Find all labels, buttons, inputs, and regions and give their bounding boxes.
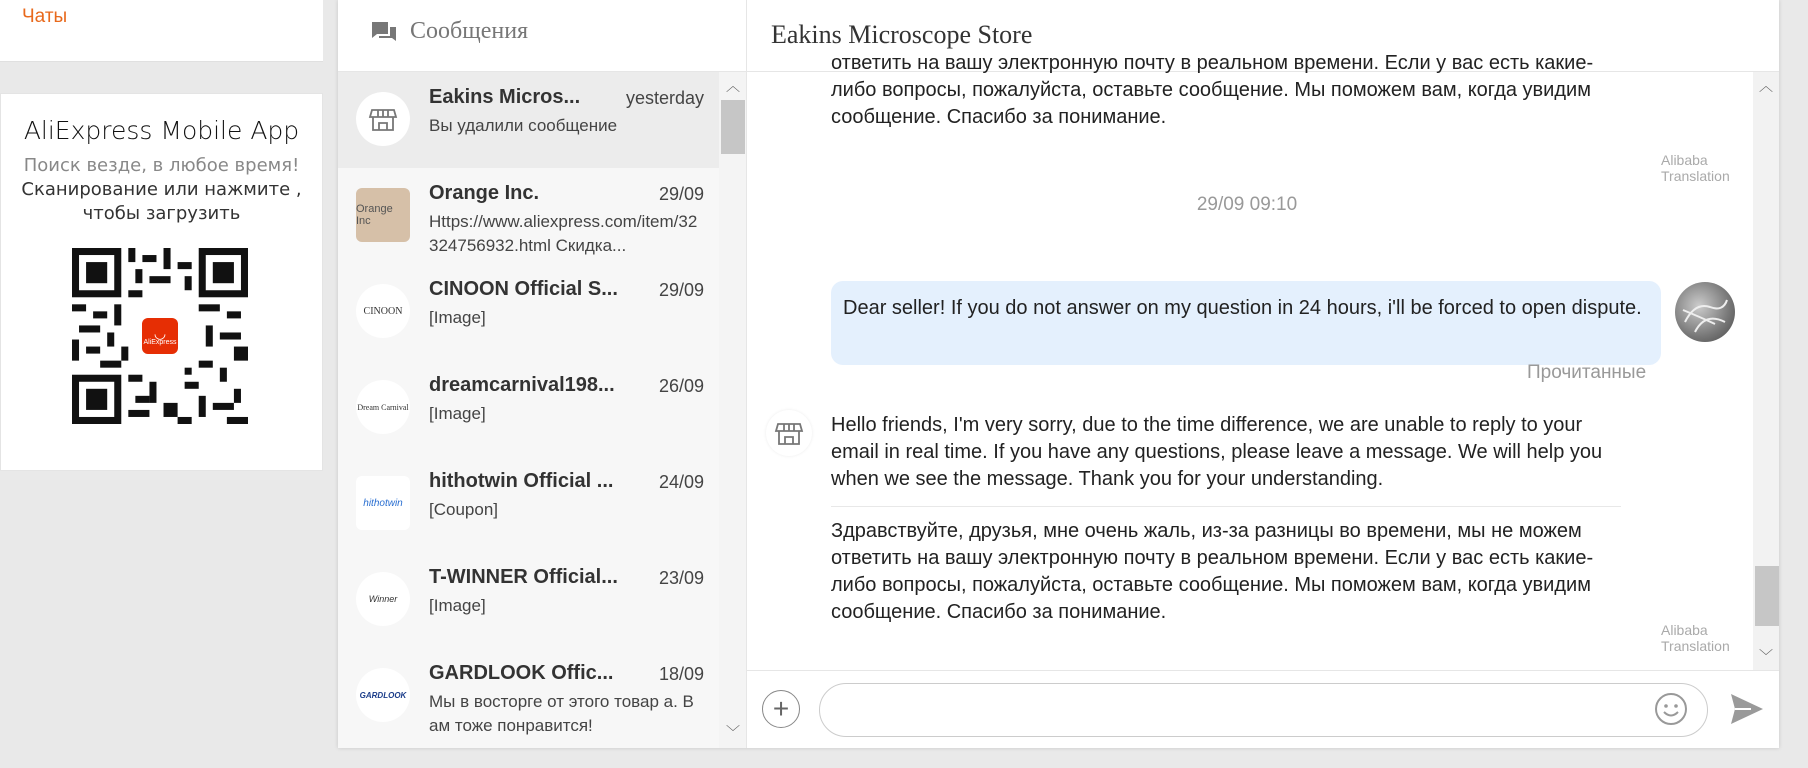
conversation-item[interactable] (338, 552, 719, 648)
plus-icon: + (772, 693, 790, 724)
attach-button[interactable] (762, 690, 800, 728)
conversation-item[interactable] (338, 648, 719, 744)
conversation-list (338, 72, 747, 748)
mobile-app-promo (0, 93, 323, 471)
translation-divider (831, 506, 1621, 507)
app-promo-instruction: Сканирование или нажмите , чтобы загрузить (21, 179, 302, 224)
messages-title: Сообщения (410, 18, 529, 44)
t-winner-logo: Winner (356, 572, 410, 626)
conversation-item[interactable] (338, 456, 719, 552)
conversation-date: yesterday (625, 88, 704, 108)
user-avatar[interactable] (1675, 282, 1735, 342)
conversation-date: 29/09 (658, 280, 704, 300)
conversation-date: 29/09 (658, 184, 704, 204)
message-thread (747, 52, 1747, 670)
read-status: Прочитанные (1527, 362, 1647, 383)
conversation-name: Orange Inc. (429, 182, 540, 204)
scroll-down-icon[interactable]: ﹀ (1759, 648, 1773, 664)
conversation-name: Eakins Micros... (429, 86, 581, 108)
chats-link[interactable]: Чаты (22, 6, 68, 27)
message-input[interactable] (819, 683, 1708, 737)
message-thread-scrollbar[interactable] (1753, 72, 1779, 670)
message-composer (747, 670, 1779, 748)
conversation-preview: [Image] (429, 404, 486, 423)
conversation-item[interactable] (338, 72, 719, 168)
gardlook-logo: GARDLOOK (356, 668, 410, 722)
emoji-icon[interactable] (1654, 692, 1688, 726)
conversation-date: 18/09 (658, 664, 704, 684)
messages-icon (370, 20, 398, 46)
seller-message-original: Hello friends, I'm very sorry, due to the time difference, we are unable to reply to your email in real time. If you have any questions, please leave a message. We will help you when we see the message. Thank you for your understanding. (831, 414, 1603, 490)
conversation-item[interactable] (338, 360, 719, 456)
conversation-item[interactable] (338, 168, 719, 264)
app-promo-subtitle: Поиск везде, в любое время! (23, 155, 300, 176)
conversation-name: hithotwin Official ... (429, 470, 614, 492)
seller-message-translation: Здравствуйте, друзья, мне очень жаль, из-за разницы во времени, мы не можем ответить на вашу электронную почту в реальном времени. Если у вас есть какие-либо вопросы, пожалуйста, оставьте сообщение. Мы поможем вам, когда увидим сообщение. Спасибо за понимание. (831, 520, 1594, 623)
send-icon[interactable] (1729, 692, 1765, 726)
conversation-preview: [Coupon] (429, 500, 498, 519)
scroll-down-icon[interactable]: ﹀ (726, 724, 740, 740)
translation-label: Alibaba Translation (1661, 622, 1730, 654)
conversation-name: GARDLOOK Offic... (429, 662, 614, 684)
conversation-list-header (338, 0, 747, 72)
scroll-up-icon[interactable]: ︿ (726, 78, 740, 94)
message-text: ответить на вашу электронную почту в реальном времени. Если у вас есть какие-либо вопросы, пожалуйста, оставьте сообщение. Мы поможем вам, когда увидим сообщение. Спасибо за понимание. (831, 52, 1594, 128)
store-icon (766, 410, 812, 456)
conversation-list-scrollbar[interactable] (719, 72, 746, 748)
chats-nav (0, 0, 323, 62)
conversation-item[interactable] (338, 264, 719, 360)
translation-label: Alibaba Translation (1661, 152, 1730, 184)
conversation-preview: [Image] (429, 308, 486, 327)
scrollbar-thumb[interactable] (721, 100, 745, 154)
messenger-panel (338, 0, 1779, 748)
hithotwin-logo: hithotwin (356, 476, 410, 530)
aliexpress-logo-icon: ◡ AliExpress (142, 318, 178, 354)
chat-title: Eakins Microscope Store (771, 20, 1033, 49)
conversation-preview: Мы в восторге от этого товар а. Вам тоже понравится! (429, 692, 694, 735)
conversation-date: 26/09 (658, 376, 704, 396)
store-icon (356, 92, 410, 146)
dreamcarnival-logo: Dream Carnival (356, 380, 410, 434)
orange-inc-logo: Orange Inc (356, 188, 410, 242)
conversation-date: 24/09 (658, 472, 704, 492)
conversation-preview: Вы удалили сообщение (429, 116, 618, 135)
conversation-preview: Https://www.aliexpress.com/item/32324756932.html Скидка... (429, 212, 698, 255)
conversation-preview: [Image] (429, 596, 486, 615)
conversation-date: 23/09 (658, 568, 704, 588)
scrollbar-thumb[interactable] (1755, 566, 1779, 626)
conversation-name: CINOON Official S... (429, 278, 618, 300)
app-promo-title: AliExpress Mobile App (23, 116, 300, 145)
my-message-text: Dear seller! If you do not answer on my question in 24 hours, i'll be forced to open dispute. (843, 297, 1642, 319)
my-message-bubble (831, 281, 1661, 365)
conversation-name: T-WINNER Official... (429, 566, 618, 588)
conversation-name: dreamcarnival198... (429, 374, 615, 396)
cinoon-logo: CINOON (356, 284, 410, 338)
scroll-up-icon[interactable]: ︿ (1759, 78, 1773, 94)
time-separator: 29/09 09:10 (1196, 194, 1298, 215)
